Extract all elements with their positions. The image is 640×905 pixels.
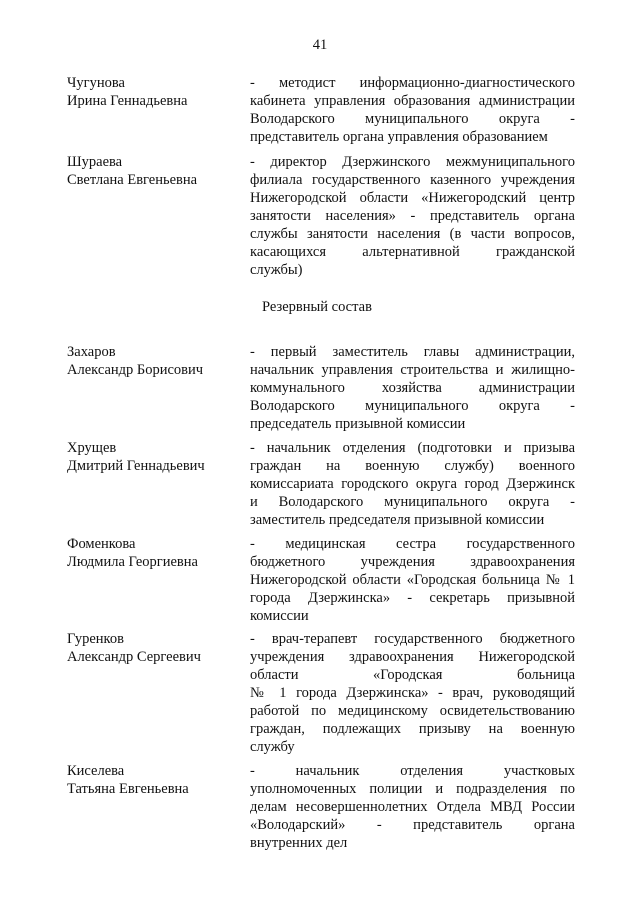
role-line: начальник управления строительства и жилищно- xyxy=(250,362,575,378)
member-surname: Чугунова xyxy=(67,75,125,91)
role-line: службы) xyxy=(250,262,303,278)
role-line: бюджетного учреждения здравоохранения xyxy=(250,554,575,570)
member-role xyxy=(250,630,575,756)
member-given-names: Светлана Евгеньевна xyxy=(67,172,198,188)
role-line: «Володарский» - представитель органа xyxy=(250,817,575,833)
role-line: занятости населения» - представитель органа xyxy=(250,208,575,224)
role-line: Нижегородской области «Городская больница № 1 xyxy=(250,572,575,588)
member-given-names: Ирина Геннадьевна xyxy=(67,93,188,109)
role-line: - методист информационно-диагностического xyxy=(250,75,575,91)
role-line: председатель призывной комиссии xyxy=(250,416,466,432)
role-line: - врач-терапевт государственного бюджетного xyxy=(250,631,575,647)
role-line: - директор Дзержинского межмуниципального xyxy=(250,154,575,170)
role-line: Володарского муниципального округа - xyxy=(250,398,575,414)
role-line: филиала государственного казенного учреждения xyxy=(250,172,575,188)
member-given-names: Татьяна Евгеньевна xyxy=(67,781,189,797)
role-line: заместитель председателя призывной комиссии xyxy=(250,512,545,528)
member-given-names: Людмила Георгиевна xyxy=(67,554,198,570)
member-role xyxy=(250,153,575,279)
role-line: Нижегородской области «Нижегородский центр xyxy=(250,190,575,206)
role-line: делам несовершеннолетних Отдела МВД России xyxy=(250,799,575,815)
role-line: - первый заместитель главы администрации, xyxy=(250,344,575,360)
member-surname: Хрущев xyxy=(67,440,117,456)
member-role xyxy=(250,343,575,433)
member-name xyxy=(67,74,242,110)
member-name xyxy=(67,762,242,798)
member-role xyxy=(250,762,575,852)
role-line: города Дзержинска» - секретарь призывной xyxy=(250,590,575,606)
role-line: - начальник отделения (подготовки и призыва xyxy=(250,440,575,456)
member-name xyxy=(67,343,242,379)
member-surname: Шураева xyxy=(67,154,123,170)
role-line: граждан на военную службу) военного xyxy=(250,458,575,474)
member-role xyxy=(250,439,575,529)
member-given-names: Дмитрий Геннадьевич xyxy=(67,458,205,474)
member-given-names: Александр Борисович xyxy=(67,362,204,378)
role-line: уполномоченных полиции и подразделения по xyxy=(250,781,575,797)
role-line: № 1 города Дзержинска» - врач, руководящий xyxy=(250,685,575,701)
member-role xyxy=(250,535,575,625)
role-line: представитель органа управления образованием xyxy=(250,129,548,145)
role-line: службу xyxy=(250,739,295,755)
role-line: коммунального хозяйства администрации xyxy=(250,380,575,396)
role-line: и Володарского муниципального округа - xyxy=(250,494,575,510)
role-line: учреждения здравоохранения Нижегородской xyxy=(250,649,575,665)
role-line: комиссии xyxy=(250,608,309,624)
role-line: - начальник отделения участковых xyxy=(250,763,575,779)
member-name xyxy=(67,535,242,571)
role-line: граждан, подлежащих призыву на военную xyxy=(250,721,575,737)
member-name xyxy=(67,630,242,666)
member-given-names: Александр Сергеевич xyxy=(67,649,201,665)
role-line: Володарского муниципального округа - xyxy=(250,111,575,127)
role-line: касающихся альтернативной гражданской xyxy=(250,244,575,260)
member-surname: Захаров xyxy=(67,344,116,360)
member-surname: Фоменкова xyxy=(67,536,136,552)
role-line: службы занятости населения (в части вопросов, xyxy=(250,226,575,242)
role-line: работой по медицинскому освидетельствованию xyxy=(250,703,575,719)
role-line: комиссариата городского округа город Дзержинск xyxy=(250,476,575,492)
page-number: 41 xyxy=(312,37,328,53)
role-line: внутренних дел xyxy=(250,835,348,851)
role-line: области «Городская больница xyxy=(250,667,575,683)
role-line: кабинета управления образования администрации xyxy=(250,93,575,109)
role-line: - медицинская сестра государственного xyxy=(250,536,575,552)
member-surname: Киселева xyxy=(67,763,125,779)
member-name xyxy=(67,439,242,475)
member-role xyxy=(250,74,575,146)
member-name xyxy=(67,153,242,189)
section-title: Резервный состав xyxy=(262,299,372,315)
member-surname: Гуренков xyxy=(67,631,124,647)
